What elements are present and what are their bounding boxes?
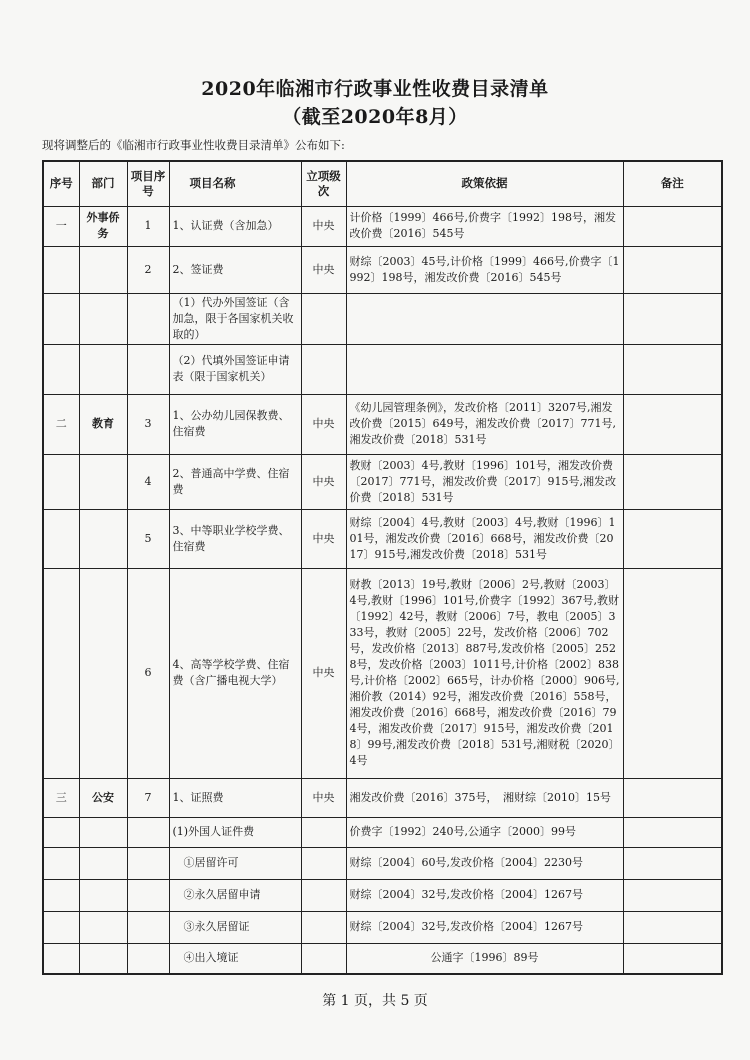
cell-level (301, 911, 346, 943)
cell-seq (43, 454, 79, 509)
cell-basis: 财综〔2004〕32号,发改价格〔2004〕1267号 (346, 911, 623, 943)
cell-dept (79, 293, 127, 344)
fee-catalog-table (42, 160, 723, 975)
header-level: 立项级次 (301, 161, 346, 206)
cell-seq (43, 246, 79, 293)
table-row (43, 568, 722, 778)
cell-dept (79, 246, 127, 293)
cell-basis: 计价格〔1999〕466号,价费字〔1992〕198号，湘发改价费〔2016〕545号 (346, 206, 623, 246)
cell-dept (79, 879, 127, 911)
cell-item-no (127, 293, 169, 344)
table-row (43, 509, 722, 568)
header-item-name: 项目名称 (169, 161, 301, 206)
cell-level (301, 943, 346, 974)
cell-basis: 教财〔2003〕4号,教财〔1996〕101号，湘发改价费〔2017〕771号，湘发改价费〔2017〕915号,湘发改价费〔2018〕531号 (346, 454, 623, 509)
cell-item-no (127, 344, 169, 394)
header-dept: 部门 (79, 161, 127, 206)
cell-note (623, 454, 722, 509)
cell-basis: 财教〔2013〕19号,教财〔2006〕2号,教财〔2003〕4号,教财〔1996〕101号,价费字〔1992〕367号,教财〔1992〕42号，教财〔2006〕7号，教电〔2005〕333号，教财〔2005〕22号，发改价格〔2006〕702号，发改价格〔2013〕887号,发改价格〔2005〕2528号，发改价格〔2003〕1011号,计价格〔2002〕838号,计价格〔2002〕665号，计办价格〔2000〕906号,湘价教（2014）92号，湘发改价费〔2016〕558号，湘发改价费〔2016〕668号，湘发改价费〔2016〕794号，湘发改价费〔2017〕915号，湘发改价费〔2018〕99号,湘发改价费〔2018〕531号,湘财税〔2020〕4号 (346, 568, 623, 778)
document-title: 2020年临湘市行政事业性收费目录清单 (201, 78, 549, 100)
cell-level: 中央 (301, 568, 346, 778)
cell-level: 中央 (301, 454, 346, 509)
cell-name: ④出入境证 (169, 943, 301, 974)
cell-item-no (127, 911, 169, 943)
cell-level: 中央 (301, 778, 346, 817)
cell-basis: 财综〔2004〕32号,发改价格〔2004〕1267号 (346, 879, 623, 911)
cell-note (623, 206, 722, 246)
cell-level: 中央 (301, 206, 346, 246)
cell-basis (346, 344, 623, 394)
cell-level: 中央 (301, 509, 346, 568)
cell-basis: 财综〔2004〕4号,教财〔2003〕4号,教财〔1996〕101号，湘发改价费〔2016〕668号，湘发改价费〔2017〕915号,湘发改价费〔2018〕531号 (346, 509, 623, 568)
cell-name: 1、公办幼儿园保教费、住宿费 (169, 394, 301, 454)
cell-item-no (127, 943, 169, 974)
cell-level: 中央 (301, 246, 346, 293)
cell-item-no: 1 (127, 206, 169, 246)
header-policy-basis: 政策依据 (346, 161, 623, 206)
table-row (43, 246, 722, 293)
cell-basis: 财综〔2003〕45号,计价格〔1999〕466号,价费字〔1992〕198号，湘发改价费〔2016〕545号 (346, 246, 623, 293)
cell-item-no: 2 (127, 246, 169, 293)
cell-basis: 价费字〔1992〕240号,公通字〔2000〕99号 (346, 817, 623, 847)
cell-seq (43, 879, 79, 911)
cell-item-no: 4 (127, 454, 169, 509)
header-seq: 序号 (43, 161, 79, 206)
cell-note (623, 879, 722, 911)
intro-text: 现将调整后的《临湘市行政事业性收费目录清单》公布如下: (42, 138, 345, 152)
cell-name: （1）代办外国签证（含加急，限于各国家机关收取的） (169, 293, 301, 344)
cell-basis: 财综〔2004〕60号,发改价格〔2004〕2230号 (346, 847, 623, 879)
page-number: 第 1 页，共 5 页 (322, 993, 428, 1009)
cell-seq (43, 344, 79, 394)
cell-note (623, 778, 722, 817)
cell-name: 2、普通高中学费、住宿费 (169, 454, 301, 509)
cell-seq: 三 (43, 778, 79, 817)
cell-item-no: 5 (127, 509, 169, 568)
cell-basis: 公通字〔1996〕89号 (346, 943, 623, 974)
cell-dept (79, 817, 127, 847)
cell-name: 2、签证费 (169, 246, 301, 293)
cell-note (623, 943, 722, 974)
cell-dept (79, 568, 127, 778)
document-subtitle: （截至2020年8月） (282, 106, 468, 128)
table-row (43, 394, 722, 454)
cell-item-no: 6 (127, 568, 169, 778)
table-row (43, 847, 722, 879)
cell-basis: 湘发改价费〔2016〕375号， 湘财综〔2010〕15号 (346, 778, 623, 817)
cell-note (623, 847, 722, 879)
cell-seq (43, 509, 79, 568)
cell-seq (43, 943, 79, 974)
cell-level (301, 344, 346, 394)
cell-name: (1)外国人证件费 (169, 817, 301, 847)
cell-seq (43, 568, 79, 778)
cell-name: 1、认证费（含加急） (169, 206, 301, 246)
cell-seq (43, 847, 79, 879)
table-row (43, 817, 722, 847)
cell-seq: 一 (43, 206, 79, 246)
table-row (43, 206, 722, 246)
cell-dept (79, 847, 127, 879)
cell-item-no (127, 817, 169, 847)
header-item-no: 项目序号 (127, 161, 169, 206)
cell-note (623, 509, 722, 568)
cell-seq: 二 (43, 394, 79, 454)
table-row (43, 911, 722, 943)
cell-dept (79, 943, 127, 974)
table-row (43, 879, 722, 911)
cell-note (623, 911, 722, 943)
cell-note (623, 394, 722, 454)
cell-dept (79, 911, 127, 943)
table-row (43, 454, 722, 509)
table-row (43, 943, 722, 974)
cell-level (301, 817, 346, 847)
cell-dept: 公安 (79, 778, 127, 817)
cell-dept: 外事侨务 (79, 206, 127, 246)
header-note: 备注 (623, 161, 722, 206)
cell-name: ③永久居留证 (169, 911, 301, 943)
cell-name: （2）代填外国签证申请表（限于国家机关） (169, 344, 301, 394)
table-row (43, 344, 722, 394)
cell-dept: 教育 (79, 394, 127, 454)
cell-dept (79, 509, 127, 568)
cell-level (301, 293, 346, 344)
cell-name: 4、高等学校学费、住宿费（含广播电视大学） (169, 568, 301, 778)
cell-name: 3、中等职业学校学费、住宿费 (169, 509, 301, 568)
cell-dept (79, 344, 127, 394)
table-header-row (43, 161, 722, 206)
cell-seq (43, 911, 79, 943)
cell-name: ②永久居留申请 (169, 879, 301, 911)
cell-seq (43, 817, 79, 847)
cell-item-no: 3 (127, 394, 169, 454)
cell-note (623, 817, 722, 847)
cell-name: 1、证照费 (169, 778, 301, 817)
cell-basis (346, 293, 623, 344)
cell-basis: 《幼儿园管理条例》，发改价格〔2011〕3207号,湘发改价费〔2015〕649号，湘发改价费〔2017〕771号,湘发改价费〔2018〕531号 (346, 394, 623, 454)
cell-note (623, 344, 722, 394)
cell-level (301, 847, 346, 879)
cell-seq (43, 293, 79, 344)
cell-note (623, 568, 722, 778)
cell-item-no: 7 (127, 778, 169, 817)
cell-dept (79, 454, 127, 509)
cell-item-no (127, 847, 169, 879)
table-row (43, 778, 722, 817)
cell-note (623, 293, 722, 344)
cell-name: ①居留许可 (169, 847, 301, 879)
cell-level (301, 879, 346, 911)
cell-item-no (127, 879, 169, 911)
cell-note (623, 246, 722, 293)
table-row (43, 293, 722, 344)
cell-level: 中央 (301, 394, 346, 454)
